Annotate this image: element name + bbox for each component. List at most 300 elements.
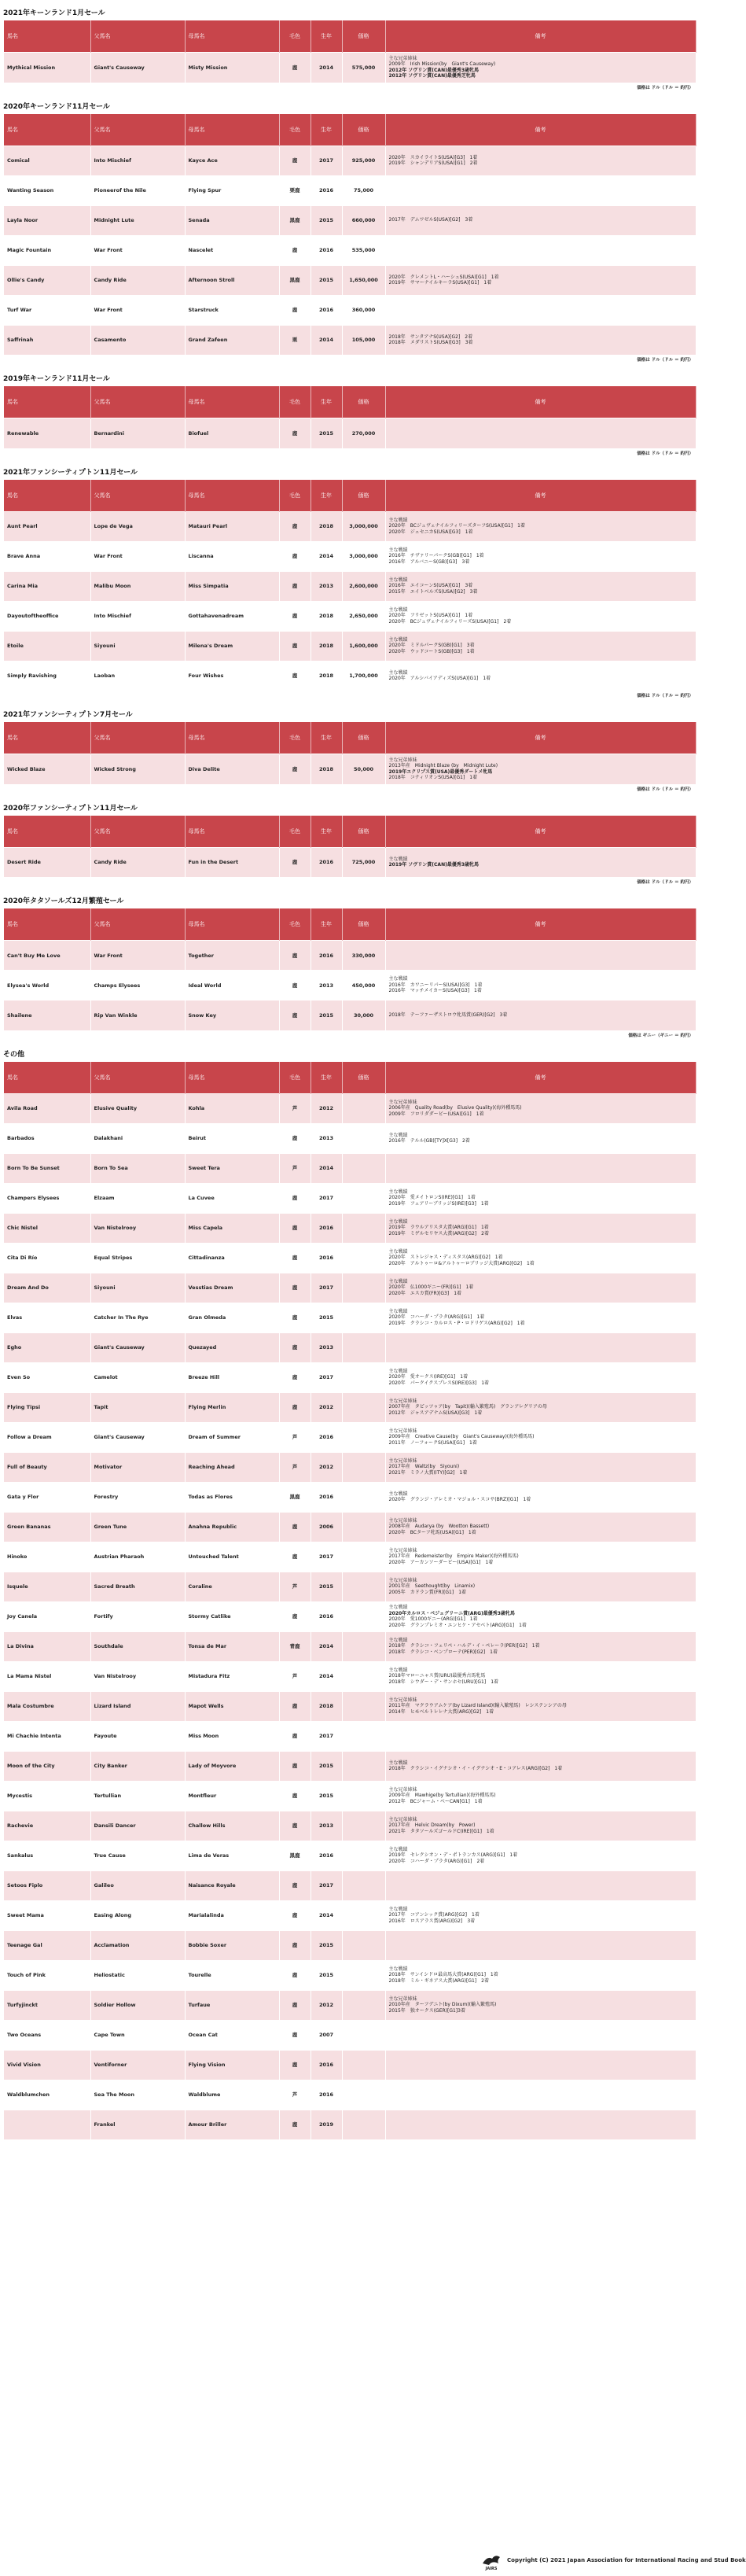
horse-name-cell: Brave Anna bbox=[4, 541, 90, 571]
price-cell: 3,000,000 bbox=[342, 511, 385, 541]
price-cell: 105,000 bbox=[342, 325, 385, 355]
sire-cell: Dalakhani bbox=[90, 1123, 185, 1153]
price-cell: 1,600,000 bbox=[342, 631, 385, 661]
remarks-line: 2020年 コハーダ・プラタ(ARG)[G1] 2着 bbox=[388, 1858, 485, 1864]
birth-year-cell: 2006 bbox=[311, 1512, 342, 1542]
price-cell bbox=[342, 1661, 385, 1691]
remarks-cell bbox=[385, 175, 696, 205]
color-cell: 鹿 bbox=[279, 1243, 311, 1273]
dam-cell: Afternoon Stroll bbox=[185, 265, 279, 295]
sire-cell: Motivator bbox=[90, 1452, 185, 1482]
price-cell bbox=[342, 1990, 385, 2020]
table-row bbox=[4, 53, 696, 83]
dam-cell: Breeze Hill bbox=[185, 1362, 279, 1392]
price-cell: 30,000 bbox=[342, 1001, 385, 1030]
horse-name-cell: Magic Fountain bbox=[4, 235, 90, 265]
header-row bbox=[4, 114, 696, 146]
sire-cell: True Cause bbox=[90, 1841, 185, 1870]
sire-cell: Sea The Moon bbox=[90, 2080, 185, 2110]
column-header: 母馬名 bbox=[185, 480, 279, 512]
remarks-line: 主な戦績 bbox=[388, 1188, 408, 1195]
section bbox=[0, 459, 700, 702]
price-cell bbox=[342, 1482, 385, 1512]
sire-cell: Tapit bbox=[90, 1392, 185, 1422]
column-header: 生年 bbox=[311, 816, 342, 848]
column-header: 馬名 bbox=[4, 722, 90, 754]
horse-name-cell: Cita Di Río bbox=[4, 1243, 90, 1273]
sire-cell: War Front bbox=[90, 295, 185, 325]
copyright-text: Copyright (C) 2021 Japan Association for International Racing and Stud Book bbox=[507, 2557, 746, 2563]
price-cell: 535,000 bbox=[342, 235, 385, 265]
horse-name-cell: Sankalus bbox=[4, 1841, 90, 1870]
remarks-line: 主な兄弟姉妹 bbox=[388, 1996, 417, 2002]
sire-cell: Giant's Causeway bbox=[90, 53, 185, 83]
horse-name-cell: Hinoko bbox=[4, 1542, 90, 1572]
horse-name-cell: Dayoutoftheoffice bbox=[4, 601, 90, 631]
remarks-line: 2020年 アーカンソーダービー(USA)[G1] 1着 bbox=[388, 1559, 494, 1565]
remarks-line: 2020年 ウッドコートS(GB)[G3] 1着 bbox=[388, 648, 475, 654]
price-cell: 50,000 bbox=[342, 754, 385, 784]
remarks-cell bbox=[385, 1960, 696, 1990]
table-row bbox=[4, 1721, 696, 1751]
remarks-cell bbox=[385, 1781, 696, 1811]
price-cell bbox=[342, 1572, 385, 1601]
birth-year-cell: 2017 bbox=[311, 146, 342, 175]
sire-cell: Elusive Quality bbox=[90, 1093, 185, 1123]
color-cell: 鹿 bbox=[279, 1392, 311, 1422]
column-header: 母馬名 bbox=[185, 816, 279, 848]
column-header: 母馬名 bbox=[185, 1062, 279, 1094]
remarks-line: 2020年 愛1000ギニー(ARG)[G1] 1着 bbox=[388, 1616, 478, 1622]
birth-year-cell: 2019 bbox=[311, 2110, 342, 2139]
sire-cell: Fayoute bbox=[90, 1721, 185, 1751]
color-cell: 黒鹿 bbox=[279, 1841, 311, 1870]
birth-year-cell: 2015 bbox=[311, 418, 342, 448]
table-row bbox=[4, 971, 696, 1001]
dam-cell: Lima de Veras bbox=[185, 1841, 279, 1870]
column-header: 毛色 bbox=[279, 722, 311, 754]
dam-cell: Montfleur bbox=[185, 1781, 279, 1811]
color-cell: 鹿 bbox=[279, 1332, 311, 1362]
remarks-line: 2021年 タタソールズゴールドC(IRE)[G1] 1着 bbox=[388, 1828, 494, 1834]
remarks-line: 主な戦績 bbox=[388, 1760, 408, 1766]
table-row bbox=[4, 1572, 696, 1601]
remarks-cell bbox=[385, 541, 696, 571]
dam-cell: Miss Moon bbox=[185, 1721, 279, 1751]
remarks-cell bbox=[385, 1900, 696, 1930]
dam-cell: Miss Capela bbox=[185, 1213, 279, 1243]
remarks-line: 2020年 愛メイトロンS(IRE)[G1] 1着 bbox=[388, 1195, 476, 1201]
birth-year-cell: 2016 bbox=[311, 1422, 342, 1452]
remarks-line: 主な兄弟姉妹 bbox=[388, 1398, 417, 1404]
remarks-line: 2012年 ソヴリン賞(CAN)最優秀3歳牝馬 bbox=[388, 67, 480, 73]
remarks-line: 主な兄弟姉妹 bbox=[388, 1697, 417, 1703]
remarks-cell bbox=[385, 847, 696, 877]
dam-cell: Vesstias Dream bbox=[185, 1273, 279, 1303]
price-cell: 270,000 bbox=[342, 418, 385, 448]
horse-name-cell: Follow a Dream bbox=[4, 1422, 90, 1452]
remarks-line: 2016年 カワニーリパーS(USA)[G3] 1着 bbox=[388, 982, 483, 988]
table-row bbox=[4, 295, 696, 325]
section bbox=[0, 0, 700, 94]
remarks-line: 2016年 アルバニーS(GB)[G3] 3着 bbox=[388, 558, 470, 565]
birth-year-cell: 2015 bbox=[311, 1930, 342, 1960]
birth-year-cell: 2018 bbox=[311, 631, 342, 661]
remarks-line: 主な兄弟姉妹 bbox=[388, 1458, 417, 1464]
section bbox=[0, 94, 700, 367]
remarks-line: 2020年 グランジ・アレミオ・マジョル・スコサ(BRZ)[G1] 1着 bbox=[388, 1497, 531, 1502]
remarks-line: 2019年 サマーナイルキーラS(USA)[G1] 1着 bbox=[388, 280, 492, 286]
table-row bbox=[4, 2020, 696, 2050]
dam-cell: Snow Key bbox=[185, 1001, 279, 1030]
column-header: 馬名 bbox=[4, 114, 90, 146]
column-header: 母馬名 bbox=[185, 20, 279, 53]
color-cell: 黒鹿 bbox=[279, 1482, 311, 1512]
remarks-line: 主な戦績 bbox=[388, 1218, 408, 1225]
horse-name-cell: Carina Mia bbox=[4, 571, 90, 601]
color-cell: 鹿 bbox=[279, 1303, 311, 1332]
birth-year-cell: 2012 bbox=[311, 1452, 342, 1482]
sire-cell: Elzaam bbox=[90, 1183, 185, 1213]
sire-cell: Fortify bbox=[90, 1601, 185, 1631]
price-cell bbox=[342, 1153, 385, 1183]
remarks-line: 2016年 テルル(GB)[TY]X[G3] 2着 bbox=[388, 1138, 470, 1144]
remarks-line: 2015年 独オークス(GER)[G1]3着 bbox=[388, 2007, 465, 2014]
color-cell: 芦 bbox=[279, 1572, 311, 1601]
dam-cell: Together bbox=[185, 941, 279, 971]
table-row bbox=[4, 2050, 696, 2080]
sire-cell: Siyouni bbox=[90, 1273, 185, 1303]
remarks-cell bbox=[385, 1631, 696, 1661]
remarks-line: 主な戦績 bbox=[388, 1308, 408, 1314]
table-row bbox=[4, 205, 696, 235]
price-cell bbox=[342, 1362, 385, 1392]
color-cell: 芦 bbox=[279, 1452, 311, 1482]
color-cell: 芦 bbox=[279, 1153, 311, 1183]
copyright-footer bbox=[0, 2552, 746, 2573]
birth-year-cell: 2017 bbox=[311, 1542, 342, 1572]
remarks-cell bbox=[385, 295, 696, 325]
remarks-cell bbox=[385, 1721, 696, 1751]
dam-cell: Kohla bbox=[185, 1093, 279, 1123]
color-cell: 鹿 bbox=[279, 235, 311, 265]
remarks-line: 主な戦績 bbox=[388, 856, 408, 862]
color-cell: 鹿 bbox=[279, 1213, 311, 1243]
column-header: 価格 bbox=[342, 20, 385, 53]
horse-name-cell: Mythical Mission bbox=[4, 53, 90, 83]
table-row bbox=[4, 1303, 696, 1332]
sire-cell: Midnight Lute bbox=[90, 205, 185, 235]
birth-year-cell: 2016 bbox=[311, 1482, 342, 1512]
birth-year-cell: 2017 bbox=[311, 1273, 342, 1303]
remarks-line: 2018年 クラシコ・ベンプローテ(PER)[G2] 1着 bbox=[388, 1649, 498, 1655]
sire-cell: Lizard Island bbox=[90, 1691, 185, 1721]
table-row bbox=[4, 265, 696, 295]
column-header: 毛色 bbox=[279, 114, 311, 146]
horse-name-cell: Ollie's Candy bbox=[4, 265, 90, 295]
remarks-line: 2020年カルロス・ペジェグリーニ賞(ARG)最優秀3歳牝馬 bbox=[388, 1610, 515, 1616]
color-cell: 鹿 bbox=[279, 511, 311, 541]
sire-cell: Van Nistelrooy bbox=[90, 1661, 185, 1691]
horse-name-cell: Vivid Vision bbox=[4, 2050, 90, 2080]
column-header: 父馬名 bbox=[90, 908, 185, 941]
horse-name-cell: Sweet Mama bbox=[4, 1900, 90, 1930]
table-row bbox=[4, 1001, 696, 1030]
remarks-cell bbox=[385, 1422, 696, 1452]
column-header: 備考 bbox=[385, 908, 696, 941]
price-cell bbox=[342, 2110, 385, 2139]
dam-cell: Fun in the Desert bbox=[185, 847, 279, 877]
table-row bbox=[4, 1870, 696, 1900]
birth-year-cell: 2015 bbox=[311, 1001, 342, 1030]
sire-cell: Candy Ride bbox=[90, 265, 185, 295]
remarks-line: 主な戦績 bbox=[388, 636, 408, 643]
color-cell: 鹿 bbox=[279, 1721, 311, 1751]
remarks-line: 2017年産 Redemeister(by Empire Maker)(海外種馬馬) bbox=[388, 1553, 519, 1560]
price-cell bbox=[342, 2050, 385, 2080]
sire-cell: Equal Stripes bbox=[90, 1243, 185, 1273]
table-row bbox=[4, 1631, 696, 1661]
remarks-cell bbox=[385, 1482, 696, 1512]
color-cell: 鹿 bbox=[279, 1870, 311, 1900]
remarks-line: 2019年 ラウルアリスタ大賞(ARG)[G1] 1着 bbox=[388, 1225, 489, 1231]
remarks-line: 2019年 フェアリーブリッジS(IRE)[G3] 1着 bbox=[388, 1200, 489, 1207]
color-cell: 鹿 bbox=[279, 1512, 311, 1542]
dam-cell: Nascelet bbox=[185, 235, 279, 265]
price-cell: 75,000 bbox=[342, 175, 385, 205]
remarks-line: 2016年 ロスアラス賞(ARG)[G2] 3着 bbox=[388, 1918, 476, 1924]
column-header: 備考 bbox=[385, 1062, 696, 1094]
color-cell: 鹿 bbox=[279, 1123, 311, 1153]
remarks-line: 2019年 ミゲルセリヤス大賞(ARG)[G2] 2着 bbox=[388, 1230, 489, 1236]
color-cell: 鹿 bbox=[279, 1781, 311, 1811]
price-footnote: 価格は ギニー（ギニー ＝ 約円） bbox=[628, 1033, 693, 1038]
dam-cell: Gottahavenadream bbox=[185, 601, 279, 631]
remarks-cell bbox=[385, 941, 696, 971]
remarks-line: 2018年 クラシコ・フェリペ・ハルデ・イ・ペレーラ(PER)[G2] 1着 bbox=[388, 1643, 540, 1649]
remarks-cell bbox=[385, 1990, 696, 2020]
color-cell: 鹿 bbox=[279, 941, 311, 971]
column-header: 父馬名 bbox=[90, 722, 185, 754]
color-cell: 鹿 bbox=[279, 1362, 311, 1392]
sire-cell: Ventiforner bbox=[90, 2050, 185, 2080]
remarks-cell bbox=[385, 1512, 696, 1542]
price-cell: 575,000 bbox=[342, 53, 385, 83]
column-header: 備考 bbox=[385, 114, 696, 146]
price-footnote: 価格は ドル（ドル ＝ 約円） bbox=[637, 787, 693, 792]
table-row bbox=[4, 418, 696, 448]
sire-cell: Malibu Moon bbox=[90, 571, 185, 601]
remarks-cell bbox=[385, 1841, 696, 1870]
dam-cell: Ideal World bbox=[185, 971, 279, 1001]
header-row bbox=[4, 816, 696, 848]
remarks-line: 2020年 BCジュヴェナイルフィリーズターフS(USA)[G1] 1着 bbox=[388, 523, 525, 529]
color-cell: 鹿 bbox=[279, 146, 311, 175]
remarks-cell bbox=[385, 1930, 696, 1960]
remarks-line: 2018年 クラシコ・イグナシオ・イ・イグナシオ・E・コアレス(ARG)[G2] 1着 bbox=[388, 1766, 563, 1771]
horse-name-cell: Mala Costumbre bbox=[4, 1691, 90, 1721]
price-cell bbox=[342, 1930, 385, 1960]
birth-year-cell: 2012 bbox=[311, 1093, 342, 1123]
birth-year-cell: 2012 bbox=[311, 1392, 342, 1422]
remarks-line: 2016年 チヴァリーパークS(GB)[G1] 1着 bbox=[388, 553, 484, 559]
sire-cell: War Front bbox=[90, 541, 185, 571]
color-cell: 芦 bbox=[279, 2080, 311, 2110]
horse-name-cell: Born To Be Sunset bbox=[4, 1153, 90, 1183]
table-row bbox=[4, 1422, 696, 1452]
remarks-line: 2018年 テーファーザストロウ牝馬賞(GER)[G2] 3着 bbox=[388, 1012, 508, 1018]
price-cell bbox=[342, 1183, 385, 1213]
price-cell bbox=[342, 1392, 385, 1422]
color-cell: 鹿 bbox=[279, 1990, 311, 2020]
table-row bbox=[4, 601, 696, 631]
price-cell: 1,650,000 bbox=[342, 265, 385, 295]
column-header: 価格 bbox=[342, 816, 385, 848]
birth-year-cell: 2016 bbox=[311, 1213, 342, 1243]
remarks-line: 主な兄弟姉妹 bbox=[388, 1517, 417, 1524]
birth-year-cell: 2013 bbox=[311, 971, 342, 1001]
color-cell: 黒鹿 bbox=[279, 205, 311, 235]
horse-name-cell: Flying Tipsi bbox=[4, 1392, 90, 1422]
remarks-line: 主な戦績 bbox=[388, 577, 408, 583]
color-cell: 鹿 bbox=[279, 1542, 311, 1572]
birth-year-cell: 2018 bbox=[311, 754, 342, 784]
column-header: 価格 bbox=[342, 114, 385, 146]
column-header: 備考 bbox=[385, 722, 696, 754]
table-row bbox=[4, 1781, 696, 1811]
remarks-line: 2020年 仏1000ギニー(FR)[G1] 1着 bbox=[388, 1284, 474, 1291]
horse-name-cell: Setoos Fiplo bbox=[4, 1870, 90, 1900]
remarks-line: 主な戦績 bbox=[388, 1846, 408, 1852]
dam-cell: Amour Briller bbox=[185, 2110, 279, 2139]
section-title: 2019年キーンランド11月セール bbox=[3, 375, 110, 383]
remarks-line: 2018年 ミル・ギネアス大賞(ARG)[G1] 2着 bbox=[388, 1977, 489, 1984]
remarks-line: 2007年産 タピッツゥア(by Tapit)(輸入繁殖馬) グランアレグリアの母 bbox=[388, 1404, 547, 1410]
section-title: 2020年ファンシーティプトン11月セール bbox=[3, 804, 138, 813]
section-title: その他 bbox=[3, 1050, 25, 1059]
table-row bbox=[4, 1811, 696, 1841]
table-row bbox=[4, 1392, 696, 1422]
column-header: 生年 bbox=[311, 1062, 342, 1094]
remarks-line: 2015年 エイトベルズS(USA)[G2] 3着 bbox=[388, 588, 478, 595]
dam-cell: Untouched Talent bbox=[185, 1542, 279, 1572]
price-cell: 2,650,000 bbox=[342, 601, 385, 631]
horse-table bbox=[4, 722, 696, 784]
price-cell: 660,000 bbox=[342, 205, 385, 235]
price-footnote: 価格は ドル（ドル ＝ 約円） bbox=[637, 880, 693, 885]
column-header: 馬名 bbox=[4, 1062, 90, 1094]
dam-cell: Ocean Cat bbox=[185, 2020, 279, 2050]
birth-year-cell: 2014 bbox=[311, 1631, 342, 1661]
color-cell: 鹿 bbox=[279, 1930, 311, 1960]
color-cell: 芦 bbox=[279, 1422, 311, 1452]
color-cell: 鹿 bbox=[279, 1273, 311, 1303]
remarks-cell bbox=[385, 2080, 696, 2110]
birth-year-cell: 2017 bbox=[311, 1183, 342, 1213]
dam-cell: Flying Merlin bbox=[185, 1392, 279, 1422]
table-row bbox=[4, 847, 696, 877]
dam-cell: Gran Olmeda bbox=[185, 1303, 279, 1332]
column-header: 馬名 bbox=[4, 908, 90, 941]
birth-year-cell: 2013 bbox=[311, 571, 342, 601]
price-footnote: 価格は ドル（ドル ＝ 約円） bbox=[637, 85, 693, 90]
section bbox=[0, 366, 700, 459]
horse-name-cell: Aunt Pearl bbox=[4, 511, 90, 541]
column-header: 馬名 bbox=[4, 386, 90, 418]
dam-cell: Naisance Royale bbox=[185, 1870, 279, 1900]
dam-cell: La Cuvee bbox=[185, 1183, 279, 1213]
color-cell: 鹿 bbox=[279, 971, 311, 1001]
column-header: 生年 bbox=[311, 386, 342, 418]
color-cell: 鹿 bbox=[279, 1811, 311, 1841]
table-row bbox=[4, 511, 696, 541]
sire-cell: Siyouni bbox=[90, 631, 185, 661]
remarks-cell bbox=[385, 1691, 696, 1721]
remarks-line: 2020年 グランプレミオ・エンヒケ・アセベト(ARG)[G1] 1着 bbox=[388, 1622, 527, 1628]
price-cell bbox=[342, 2020, 385, 2050]
remarks-line: 主な戦績 bbox=[388, 1132, 408, 1138]
birth-year-cell: 2017 bbox=[311, 1721, 342, 1751]
remarks-cell bbox=[385, 1542, 696, 1572]
horse-name-cell: La Divina bbox=[4, 1631, 90, 1661]
remarks-line: 2011年 ノーフォークS(USA)[G1] 1着 bbox=[388, 1439, 477, 1446]
horse-name-cell: Shailene bbox=[4, 1001, 90, 1030]
color-cell: 鹿 bbox=[279, 418, 311, 448]
column-header: 父馬名 bbox=[90, 114, 185, 146]
color-cell: 芦 bbox=[279, 1661, 311, 1691]
horse-name-cell: Isquele bbox=[4, 1572, 90, 1601]
remarks-cell bbox=[385, 325, 696, 355]
horse-name-cell: Turfyjinckt bbox=[4, 1990, 90, 2020]
remarks-line: 2018年 サンイシドロ最高馬大賞(ARG)[G1] 1着 bbox=[388, 1972, 498, 1978]
price-cell: 925,000 bbox=[342, 146, 385, 175]
birth-year-cell: 2016 bbox=[311, 2050, 342, 2080]
remarks-line: 2006年産 Quality Road(by Elusive Quality)(海外種馬馬) bbox=[388, 1105, 522, 1111]
remarks-line: 主な兄弟姉妹 bbox=[388, 1816, 417, 1822]
remarks-line: 2010年産 ターフデニト(by Dixum)(輸入繁殖馬) bbox=[388, 2002, 497, 2008]
remarks-line: 主な戦績 bbox=[388, 1637, 408, 1643]
color-cell: 鹿 bbox=[279, 2050, 311, 2080]
sire-cell: Heliostatic bbox=[90, 1960, 185, 1990]
birth-year-cell: 2016 bbox=[311, 175, 342, 205]
dam-cell: Starstruck bbox=[185, 295, 279, 325]
color-cell: 鹿 bbox=[279, 1751, 311, 1781]
column-header: 備考 bbox=[385, 816, 696, 848]
column-header: 生年 bbox=[311, 480, 342, 512]
remarks-line: 2001年産 Seethought(by Linamix) bbox=[388, 1583, 476, 1590]
birth-year-cell: 2015 bbox=[311, 1572, 342, 1601]
price-cell bbox=[342, 1093, 385, 1123]
remarks-cell bbox=[385, 53, 696, 83]
remarks-line: 2019年 ソヴリン賞(CAN)最優秀3歳牝馬 bbox=[388, 862, 480, 868]
remarks-line: 主な戦績 bbox=[388, 1667, 408, 1673]
color-cell: 青鹿 bbox=[279, 1631, 311, 1661]
remarks-line: 2017年産 Waltz(by Siyouni) bbox=[388, 1464, 460, 1470]
sire-cell: Into Mischief bbox=[90, 601, 185, 631]
dam-cell: Senada bbox=[185, 205, 279, 235]
remarks-cell bbox=[385, 1213, 696, 1243]
horse-name-cell: Barbados bbox=[4, 1123, 90, 1153]
dam-cell: Turfaue bbox=[185, 1990, 279, 2020]
horse-name-cell: Green Bananas bbox=[4, 1512, 90, 1542]
column-header: 毛色 bbox=[279, 386, 311, 418]
table-row bbox=[4, 941, 696, 971]
remarks-line: 主な兄弟姉妹 bbox=[388, 1577, 417, 1583]
sire-cell: Forestry bbox=[90, 1482, 185, 1512]
horse-name-cell: Rachevie bbox=[4, 1811, 90, 1841]
birth-year-cell: 2017 bbox=[311, 1362, 342, 1392]
birth-year-cell: 2015 bbox=[311, 205, 342, 235]
